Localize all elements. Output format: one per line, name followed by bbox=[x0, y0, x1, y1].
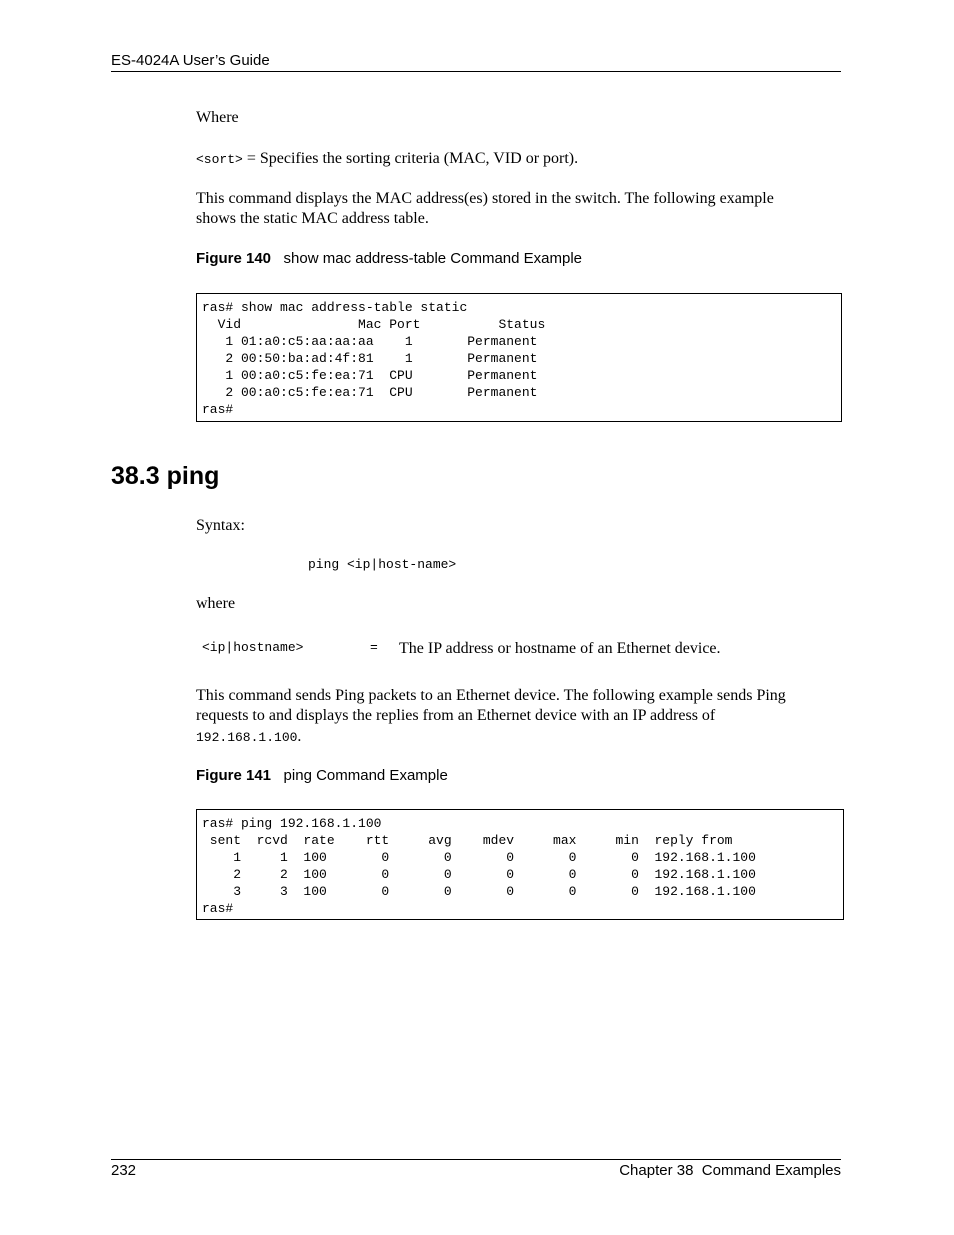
footer-chapter: Chapter 38 Command Examples bbox=[619, 1162, 841, 1179]
sort-param-desc: = Specifies the sorting criteria (MAC, VID or port). bbox=[242, 150, 579, 167]
code-line: 2 2 100 0 0 0 0 0 192.168.1.100 bbox=[202, 867, 756, 882]
sort-param: <sort> bbox=[196, 152, 243, 167]
syntax-command: ping <ip|host-name> bbox=[308, 557, 457, 572]
where-label-2: where bbox=[196, 595, 236, 612]
ping-desc-line-1: This command sends Ping packets to an Ethernet device. The following example sends Ping bbox=[196, 687, 786, 704]
code-line: ras# bbox=[202, 901, 234, 916]
code-line: ras# ping 192.168.1.100 bbox=[202, 816, 382, 831]
figure-141-caption bbox=[196, 767, 448, 784]
figure-141-label: Figure 141 bbox=[196, 767, 272, 784]
code-line: 2 00:a0:c5:fe:ea:71 CPU Permanent bbox=[202, 385, 538, 400]
param-equals: = bbox=[370, 640, 378, 655]
syntax-label: Syntax: bbox=[196, 517, 245, 534]
code-line: 1 01:a0:c5:aa:aa:aa 1 Permanent bbox=[202, 334, 538, 349]
param-name: <ip|hostname> bbox=[202, 640, 304, 655]
mac-intro-line-1: This command displays the MAC address(es) stored in the switch. The following example bbox=[196, 190, 774, 207]
figure-141-title: ping Command Example bbox=[283, 767, 448, 784]
figure-140-title: show mac address-table Command Example bbox=[283, 250, 583, 267]
footer-rule bbox=[111, 1159, 841, 1160]
where-label: Where bbox=[196, 109, 239, 126]
figure-140-label: Figure 140 bbox=[196, 250, 272, 267]
ping-desc-line-2: requests to and displays the replies from an Ethernet device with an IP address of bbox=[196, 707, 716, 724]
mac-intro-line-2: shows the static MAC address table. bbox=[196, 210, 429, 227]
code-line: 3 3 100 0 0 0 0 0 192.168.1.100 bbox=[202, 884, 756, 899]
code-line: sent rcvd rate rtt avg mdev max min reply from bbox=[202, 833, 733, 848]
param-description: The IP address or hostname of an Ethernet device. bbox=[399, 640, 721, 657]
figure-140-caption bbox=[196, 250, 582, 267]
code-line: 1 1 100 0 0 0 0 0 192.168.1.100 bbox=[202, 850, 756, 865]
header-rule bbox=[111, 71, 841, 72]
code-line: 1 00:a0:c5:fe:ea:71 CPU Permanent bbox=[202, 368, 538, 383]
section-heading: 38.3 ping bbox=[111, 462, 220, 490]
page-number: 232 bbox=[111, 1162, 137, 1179]
ip-address: 192.168.1.100 bbox=[196, 730, 298, 745]
code-line: Vid Mac Port Status bbox=[202, 317, 546, 332]
period: . bbox=[297, 728, 302, 745]
page-header-title: ES-4024A User’s Guide bbox=[111, 52, 270, 69]
figure-141-code-box bbox=[196, 809, 844, 920]
figure-140-code-box bbox=[196, 293, 842, 422]
ping-desc-line-3 bbox=[196, 727, 301, 748]
code-line: ras# bbox=[202, 402, 234, 417]
code-line: 2 00:50:ba:ad:4f:81 1 Permanent bbox=[202, 351, 538, 366]
code-line: ras# show mac address-table static bbox=[202, 300, 468, 315]
sort-param-line bbox=[196, 149, 578, 170]
